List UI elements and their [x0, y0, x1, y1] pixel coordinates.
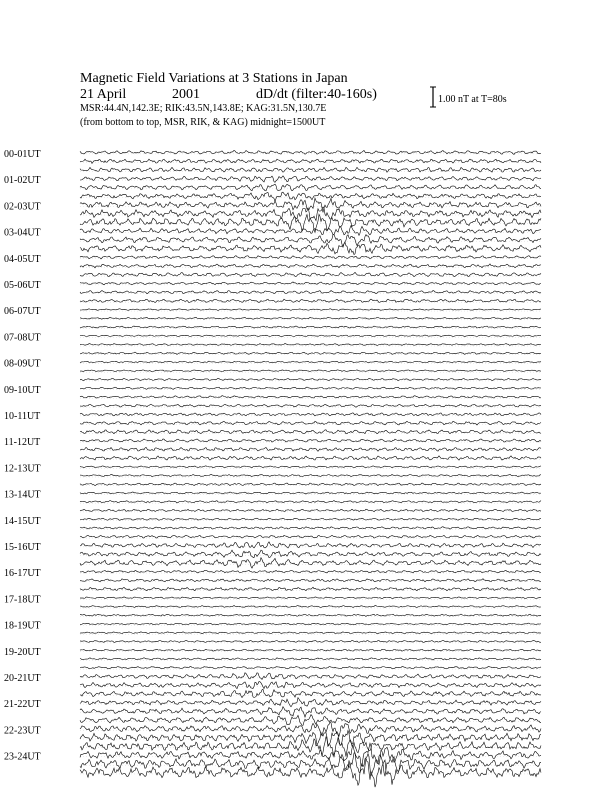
trace-rik — [80, 396, 541, 398]
order-note: (from bottom to top, MSR, RIK, & KAG) midnight=1500UT — [80, 117, 326, 128]
trace-msr — [80, 558, 541, 568]
trace-rik — [80, 474, 541, 476]
row-label: 09-10UT — [4, 384, 41, 396]
trace-msr — [80, 758, 541, 787]
row-label: 17-18UT — [4, 594, 41, 606]
trace-msr — [80, 299, 541, 303]
row-label: 05-06UT — [4, 280, 41, 291]
trace-msr — [80, 509, 541, 511]
row-label: 04-05UT — [4, 253, 41, 265]
trace-kag — [80, 743, 541, 766]
trace-msr — [80, 715, 541, 726]
trace-rik — [80, 681, 541, 688]
row-label: 11-12UT — [4, 437, 41, 449]
trace-kag — [80, 282, 541, 285]
trace-rik — [80, 159, 541, 163]
row-label: 06-07UT — [4, 306, 41, 318]
trace-rik — [80, 290, 541, 293]
trace-kag — [80, 570, 541, 573]
trace-kag — [80, 361, 541, 363]
row-label: 20-21UT — [4, 673, 41, 684]
trace-rik — [80, 317, 541, 319]
row-label: 08-09UT — [4, 358, 41, 370]
trace-kag — [80, 542, 541, 548]
trace-kag — [80, 698, 541, 707]
scale-label: 1.00 nT at T=80s — [438, 94, 507, 105]
trace-msr — [80, 737, 541, 758]
trace-msr — [80, 689, 541, 697]
trace-msr — [80, 378, 541, 380]
trace-kag — [80, 466, 541, 468]
row-label: 14-15UT — [4, 515, 41, 527]
trace-rik — [80, 606, 541, 608]
trace-kag — [80, 256, 541, 259]
trace-msr — [80, 326, 541, 328]
trace-rik — [80, 658, 541, 660]
trace-msr — [80, 667, 541, 669]
trace-rik — [80, 632, 541, 634]
trace-msr — [80, 587, 541, 591]
row-label: 22-23UT — [4, 725, 41, 737]
row-label: 15-16UT — [4, 542, 41, 553]
trace-rik — [80, 370, 541, 372]
trace-msr — [80, 192, 541, 201]
trace-kag — [80, 722, 541, 737]
trace-kag — [80, 439, 541, 442]
trace-msr — [80, 483, 541, 486]
trace-kag — [80, 198, 541, 212]
year-label: 2001 — [172, 87, 200, 102]
trace-rik — [80, 730, 541, 746]
chart-title: Magnetic Field Variations at 3 Stations in Japan — [80, 71, 348, 86]
row-label: 23-24UT — [4, 751, 41, 763]
trace-msr — [80, 242, 541, 254]
filter-label: dD/dt (filter:40-160s) — [256, 87, 377, 102]
trace-rik — [80, 527, 541, 529]
row-label: 12-13UT — [4, 463, 41, 475]
trace-kag — [80, 176, 541, 182]
row-label: 07-08UT — [4, 332, 41, 344]
row-label: 02-03UT — [4, 201, 41, 213]
trace-kag — [80, 623, 541, 625]
trace-msr — [80, 640, 541, 642]
trace-rik — [80, 235, 541, 246]
trace-rik — [80, 550, 541, 558]
trace-kag — [80, 413, 541, 416]
row-label: 21-22UT — [4, 699, 41, 711]
row-label: 19-20UT — [4, 646, 41, 658]
row-label: 00-01UT — [4, 149, 41, 160]
row-label: 13-14UT — [4, 489, 41, 501]
trace-rik — [80, 343, 541, 345]
trace-kag — [80, 226, 541, 236]
stations-label: MSR:44.4N,142.3E; RIK:43.5N,143.8E; KAG:31.5N,130.7E — [80, 103, 327, 114]
trace-msr — [80, 535, 541, 538]
row-label: 16-17UT — [4, 568, 41, 580]
trace-msr — [80, 214, 541, 232]
trace-kag — [80, 492, 541, 494]
row-label: 10-11UT — [4, 411, 41, 422]
date-label: 21 April — [80, 87, 127, 102]
trace-msr — [80, 404, 541, 407]
trace-rik — [80, 421, 541, 425]
trace-kag — [80, 518, 541, 520]
trace-kag — [80, 335, 541, 337]
row-label: 03-04UT — [4, 227, 41, 239]
trace-rik — [80, 184, 541, 191]
trace-kag — [80, 649, 541, 651]
trace-kag — [80, 673, 541, 680]
trace-msr — [80, 167, 541, 172]
row-label: 18-19UT — [4, 620, 41, 632]
trace-kag — [80, 309, 541, 311]
row-label: 01-02UT — [4, 175, 41, 187]
trace-rik — [80, 579, 541, 582]
trace-kag — [80, 597, 541, 599]
trace-rik — [80, 501, 541, 503]
trace-msr — [80, 352, 541, 354]
trace-msr — [80, 614, 541, 616]
trace-kag — [80, 387, 541, 389]
